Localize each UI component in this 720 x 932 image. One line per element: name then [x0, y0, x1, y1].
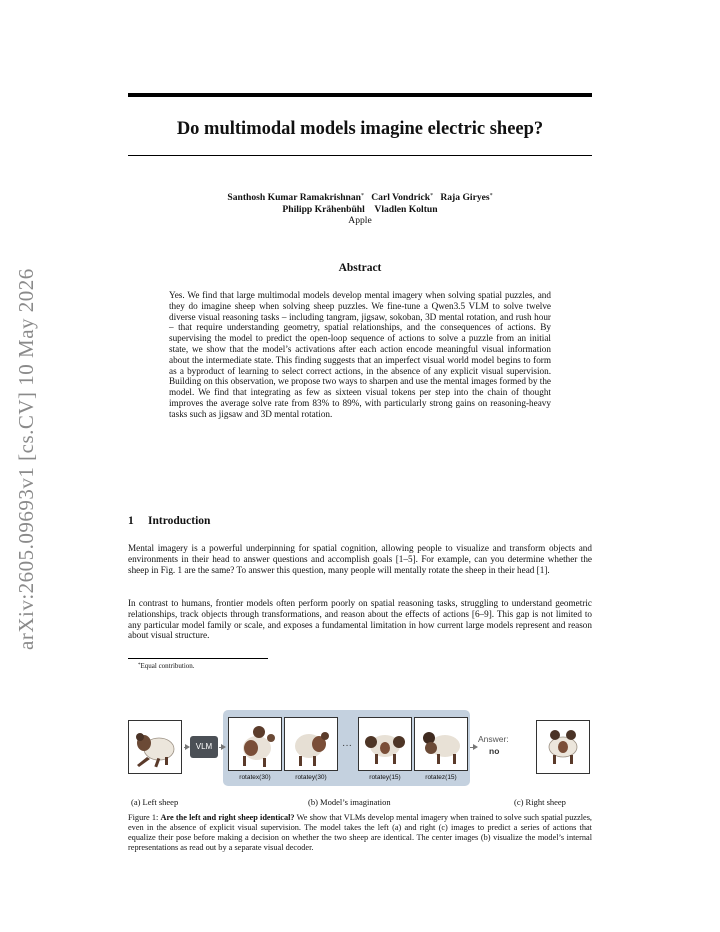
arrow-to-answer: [470, 747, 476, 748]
title-rule-bottom: [128, 155, 592, 156]
author-name: Vladlen Koltun: [374, 203, 438, 215]
author-line-1: [128, 191, 592, 204]
author-name: Santhosh Kumar Ramakrishnan: [227, 192, 362, 203]
footnote-text: Equal contribution.: [140, 662, 195, 670]
imagined-step-image: [414, 717, 468, 771]
equal-contribution-mark: *: [489, 193, 493, 199]
author-name: Carl Vondrick: [371, 192, 431, 203]
subcaption-left-sheep: (a) Left sheep: [131, 797, 179, 807]
ellipsis: ···: [342, 740, 352, 751]
action-label: rotatey(15): [369, 774, 401, 781]
action-label: rotatey(30): [295, 774, 327, 781]
arrow-left-to-vlm: [184, 747, 188, 748]
action-label: rotatez(15): [425, 774, 457, 781]
caption-bold: Are the left and right sheep identical?: [160, 813, 295, 822]
author-line-2: [128, 204, 592, 216]
abstract-heading: Abstract: [338, 262, 382, 274]
figure-caption: [128, 813, 592, 853]
intro-paragraph-2: In contrast to humans, frontier models often perform poorly on spatial reasoning tasks, struggling to understand geometric relationships, track objects through transformations, and reason about the effects of actions [6–9]. This gap is not limited to any particular model family or scale, and exposes a fundamental limitation in how current large models represent and reason about visual structure.: [128, 598, 592, 641]
left-sheep-image: [128, 720, 182, 774]
caption-text: We show that VLMs develop mental imagery when trained to solve such spatial puzzles, even in the absence of explicit visual supervision. The model takes the left (a) and right (c) images to predict a series of actions that equalize their pose before making a decision on whether the two sheep are identical. The center images (b) visualize the model’s internal representations as read out by a separate visual decoder.: [128, 813, 593, 852]
caption-label: Figure 1:: [128, 813, 159, 822]
author-name: Philipp Krähenbühl: [282, 203, 365, 215]
subcaption-imagination: (b) Model’s imagination: [308, 797, 391, 807]
affiliation: Apple: [348, 215, 372, 226]
section-title: Introduction: [148, 515, 211, 527]
arrow-vlm-to-imagination: [219, 747, 224, 748]
author-name: Raja Giryes: [440, 192, 490, 203]
author-block: [128, 191, 592, 227]
arxiv-identifier: arXiv:2605.09693v1 [cs.CV] 10 May 2026: [14, 268, 38, 650]
intro-paragraph-1: Mental imagery is a powerful underpinning for spatial cognition, allowing people to visualize and transform objects and environments in their head to answer questions and accomplish goals [1–5]. For example, can you determine whether the sheep in Fig. 1 are the same? To answer this question, many people will mentally rotate the sheep in their head [1].: [128, 543, 592, 575]
footnote-rule: [128, 658, 268, 659]
imagined-step-image: [284, 717, 338, 771]
title-rule-top: [128, 93, 592, 97]
vlm-block: VLM: [190, 736, 218, 758]
equal-contribution-mark: *: [361, 193, 365, 199]
paper-title: Do multimodal models imagine electric sheep?: [176, 119, 544, 139]
figure-1: [128, 710, 592, 800]
section-number: 1: [128, 515, 134, 527]
imagined-step-image: [358, 717, 412, 771]
footnote-mark: *: [138, 663, 141, 668]
right-sheep-image: [536, 720, 590, 774]
action-label: rotatex(30): [239, 774, 271, 781]
footnote: [138, 662, 195, 670]
subcaption-right-sheep: (c) Right sheep: [514, 797, 566, 807]
section-heading-introduction: [128, 515, 592, 527]
answer-label: Answer:: [478, 734, 509, 744]
imagined-step-image: [228, 717, 282, 771]
abstract-text: Yes. We find that large multimodal models develop mental imagery when solving spatial puzzles, and they do imagine sheep when solving sheep puzzles. We fine-tune a Qwen3.5 VLM to solve twelve diverse visual reasoning tasks – including tangram, jigsaw, sokoban, 3D mental rotation, and rush hour – that require understanding geometry, spatial relationships, and the consequences of actions. By supervising the model to predict the open-loop sequence of actions to solve a puzzle from an initial state, we show that the model’s activations after each action encode meaningful visual information about the intermediate state. This finding suggests that an imperfect visual world model begins to form as a byproduct of learning to select correct actions, in the absence of any explicit visual supervision. Building on this observation, we propose two ways to sharpen and use the mental images formed by the model. We find that integrating as few as sixteen visual tokens per step into the chain of thought improves the average solve rate from 83% to 89%, with particularly strong gains on reasoning-heavy tasks such as jigsaw and 3D mental rotation.: [169, 290, 551, 419]
answer-value: no: [489, 746, 500, 756]
equal-contribution-mark: *: [430, 193, 434, 199]
